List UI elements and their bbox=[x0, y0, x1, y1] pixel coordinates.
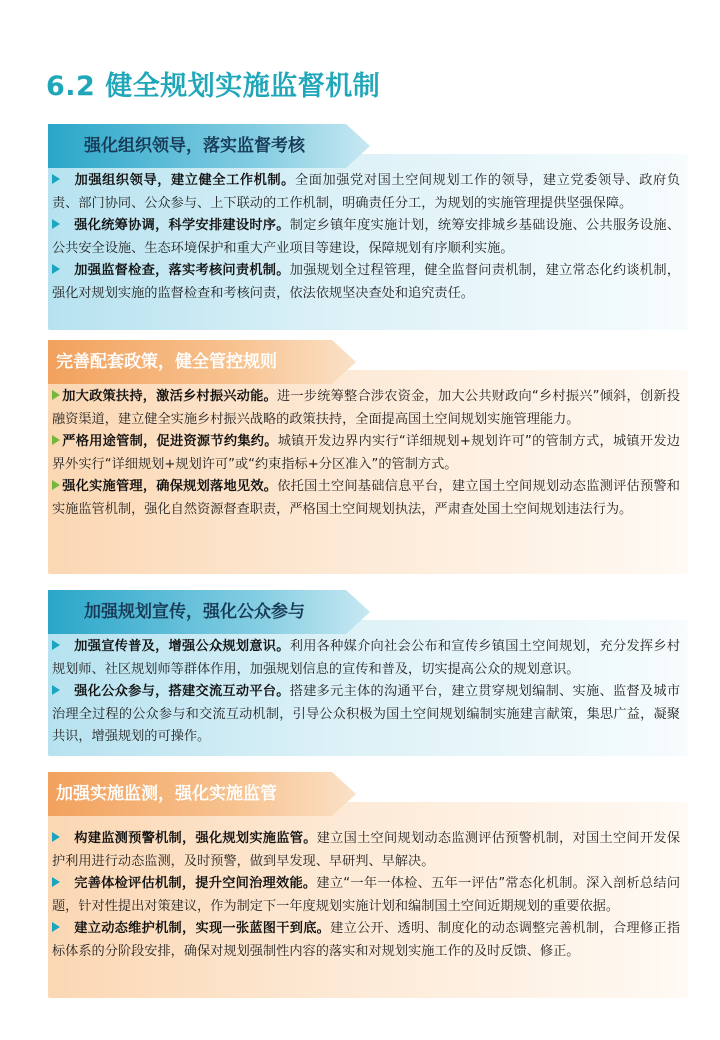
list-item bbox=[52, 681, 680, 749]
arrow-bullet-icon bbox=[52, 640, 60, 650]
item-lead: 建立动态维护机制，实现一张蓝图干到底。 bbox=[74, 921, 331, 936]
arrow-bullet-icon bbox=[52, 219, 60, 229]
arrow-bullet-icon bbox=[52, 685, 60, 695]
section-policy bbox=[48, 340, 688, 574]
arrow-bullet-icon bbox=[52, 832, 60, 842]
list-item bbox=[52, 476, 680, 521]
arrow-bullet-icon bbox=[52, 390, 60, 400]
section-heading: 强化组织领导，落实监督考核 bbox=[84, 136, 305, 156]
item-lead: 严格用途管制，促进资源节约集约。 bbox=[62, 434, 278, 449]
arrow-bullet-icon bbox=[52, 264, 60, 274]
item-text: 建立“一年一体检、五年一评估”常态化机制。深入剖析总结问题，针对性提出对策建议，作为制定下一年度规划实施计划和编制国土空间近期规划的重要依据。 bbox=[52, 876, 681, 914]
section-heading: 完善配套政策，健全管控规则 bbox=[56, 352, 277, 372]
page-title: 6.2 健全规划实施监督机制 bbox=[46, 71, 381, 102]
item-text: 搭建多元主体的沟通平台，建立贯穿规划编制、实施、监督及城市治理全过程的公众参与和交流互动机制，引导公众积极为国土空间规划编制实施建言献策，集思广益，凝聚共识，增强规划的可操作。 bbox=[52, 684, 681, 744]
item-text: 制定乡镇年度实施计划，统筹安排城乡基础设施、公共服务设施、公共安全设施、生态环境保护和重大产业项目等建设，保障规划有序顺利实施。 bbox=[52, 218, 681, 256]
list-item bbox=[52, 431, 680, 476]
arrow-bullet-icon bbox=[52, 435, 60, 445]
item-lead: 加大政策扶持，激活乡村振兴动能。 bbox=[62, 389, 277, 404]
item-lead: 加强组织领导，建立健全工作机制。 bbox=[74, 173, 295, 188]
section-banner bbox=[48, 772, 688, 816]
list-item bbox=[52, 918, 680, 963]
item-lead: 强化公众参与，搭建交流互动平台。 bbox=[74, 684, 290, 699]
section-monitoring bbox=[48, 772, 688, 998]
item-lead: 强化统筹协调，科学安排建设时序。 bbox=[74, 218, 290, 233]
section-heading: 加强规划宣传，强化公众参与 bbox=[84, 602, 305, 622]
list-item bbox=[52, 260, 680, 305]
list-item bbox=[52, 170, 680, 215]
item-lead: 加强监督检查，落实考核问责机制。 bbox=[74, 263, 290, 278]
item-lead: 完善体检评估机制，提升空间治理效能。 bbox=[74, 876, 317, 891]
section-heading: 加强实施监测，强化实施监管 bbox=[56, 784, 277, 804]
list-item bbox=[52, 386, 680, 431]
item-text: 城镇开发边界内实行“详细规划+规划许可”的管制方式，城镇开发边界外实行“详细规划+规划许可”或“约束指标+分区准入”的管制方式。 bbox=[52, 434, 680, 472]
item-text: 进一步统筹整合涉农资金，加大公共财政向“乡村振兴”倾斜，创新投融资渠道，建立健全实施乡村振兴战略的政策扶持，全面提高国土空间规划实施管理能力。 bbox=[52, 389, 681, 427]
section-banner bbox=[48, 340, 688, 384]
section-organization bbox=[48, 124, 688, 330]
list-item bbox=[52, 636, 680, 681]
section-publicity bbox=[48, 590, 688, 756]
list-item bbox=[52, 873, 680, 918]
item-text: 加强规划全过程管理，健全监督问责机制，建立常态化约谈机制，强化对规划实施的监督检查和考核问责，依法依规坚决查处和追究责任。 bbox=[52, 263, 681, 301]
item-text: 利用各种媒介向社会公布和宣传乡镇国土空间规划，充分发挥乡村规划师、社区规划师等群体作用，加强规划信息的宣传和普及，切实提高公众的规划意识。 bbox=[52, 639, 681, 677]
item-text: 建立公开、透明、制度化的动态调整完善机制，合理修正指标体系的分阶段安排，确保对规划强制性内容的落实和对规划实施工作的及时反馈、修正。 bbox=[52, 921, 681, 959]
section-banner bbox=[48, 590, 688, 634]
item-text: 全面加强党对国土空间规划工作的领导，建立党委领导、政府负责、部门协同、公众参与、上下联动的工作机制，明确责任分工，为规划的实施管理提供坚强保障。 bbox=[52, 173, 681, 211]
item-text: 建立国土空间规划动态监测评估预警机制，对国土空间开发保护利用进行动态监测，及时预警，做到早发现、早研判、早解决。 bbox=[52, 831, 681, 869]
item-text: 依托国土空间基础信息平台，建立国土空间规划动态监测评估预警和实施监管机制，强化自然资源督查职责，严格国土空间规划执法，严肃查处国土空间规划违法行为。 bbox=[52, 479, 680, 517]
item-lead: 加强宣传普及，增强公众规划意识。 bbox=[74, 639, 290, 654]
list-item bbox=[52, 828, 680, 873]
arrow-bullet-icon bbox=[52, 480, 60, 490]
section-banner bbox=[48, 124, 688, 168]
arrow-bullet-icon bbox=[52, 174, 60, 184]
item-lead: 构建监测预警机制，强化规划实施监管。 bbox=[74, 831, 317, 846]
arrow-bullet-icon bbox=[52, 922, 60, 932]
arrow-bullet-icon bbox=[52, 877, 60, 887]
item-lead: 强化实施管理，确保规划落地见效。 bbox=[62, 479, 278, 494]
list-item bbox=[52, 215, 680, 260]
